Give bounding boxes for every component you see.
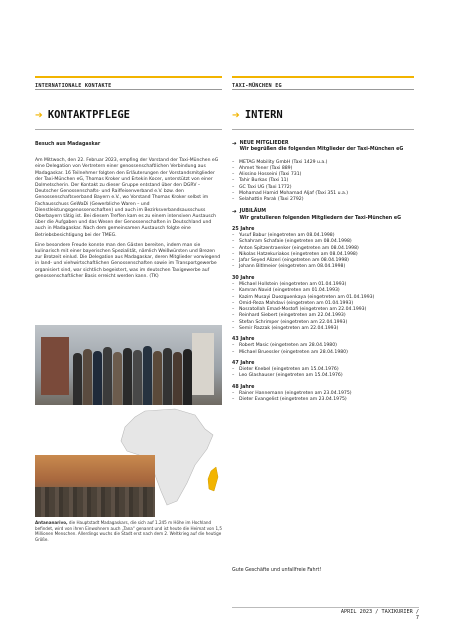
jubilee-title: JUBILÄUM (239, 209, 267, 215)
jubilee-subtitle: Wir gratulieren folgenden Mitgliedern der Taxi-München eG (239, 215, 402, 221)
photo-caption (35, 520, 222, 542)
section-label-text: INTERNATIONALE KONTAKTE (35, 83, 112, 89)
page-footer: APRIL 2023 / TAXIKURIER / 7 (340, 609, 419, 621)
jubilee-group-label: 43 Jahre (232, 337, 255, 343)
section-label-text: TAXI-MÜNCHEN EG (232, 83, 282, 89)
list-item: – Ahmet Yener (Taxi 889) (232, 165, 293, 171)
arrow-right-icon: ➔ (35, 107, 43, 123)
article-body-right (232, 141, 414, 403)
jubilee-group-label: 30 Jahre (232, 275, 255, 281)
new-members-subtitle: Wir begrüßen die folgenden Mitglieder der Taxi-München eG (239, 147, 404, 153)
article-body-left (35, 142, 222, 284)
section-label-left (35, 76, 222, 90)
city-skyline (35, 487, 155, 517)
jubilee-heading (232, 209, 414, 222)
arrow-right-icon: ➔ (232, 107, 240, 123)
list-item: – Dieter Evangelist (eingetreten am 23.04.1975) (232, 397, 347, 403)
title-divider (232, 129, 414, 130)
section-label-right (232, 76, 414, 90)
article-paragraph: Eine besondere Freude konnte man den Gästen bereiten, indem man sie kulinarisch mit einer bayerischen Spezialität, nämlich Weißwürsten und Brezen zur Brotzeit einlud. Die Delegation aus Madagaskar, deren Mitglieder vorwiegend in land- und viehwirtschaftlichen Genossenschaften sowie im Transportgewerbe organisiert sind, war sichtlich begeistert, was im deutschen Taxigewerbe auf genossenschaftlicher Basis erreicht werden kann. (TK) (35, 242, 221, 279)
caption-text: die Hauptstadt Madagaskars, die sich auf 1.245 m Höhe im Hochland befindet, wird von ihren Einwohnern auch „Tana“ genannt und ist heute die Heimat von 1,5 Millionen Menschen. Allerdings wuchs die Stadt erst nach dem 2. Weltkrieg auf die heutige Größe. (35, 520, 222, 542)
article-title-right (232, 105, 414, 125)
jubilee-groups (232, 227, 414, 403)
list-item: – Semir Razzak (eingetreten am 22.04.1993) (232, 325, 339, 331)
article-paragraph: Am Mittwoch, den 22. Februar 2023, empfing der Vorstand der Taxi-München eG eine Delegation von Vertretern einer genossenschaftlichen Verbindung aus Madagaskar. 16 Teilnehmer folgten den Erläuterungen der Vorstandsmitglieder der Taxi-München eG, Thomas Kroker und Ertekin Kocer, unterstützt von einer Dolmetscherin. Der Kontakt zu dieser Gruppe entstand über den DGRV – Deutscher Genossenschafts- und Raiffeisenverband e.V. bzw. den Genossenschaftsverband Bayern e.V., wo Vorstand Thomas Kroker selbst im Fachausschuss GeWaDi (Gewerbliche Waren – und Dienstleistungsgenossenschaften) und auch im Bezirksverbandsausschuss Oberbayern tätig ist. Bei diesem Treffen kam es zu einem intensiven Austausch über die Aufgaben und das Wesen der Genossenschaften in Deutschland und auch in Madagaskar. Nach dem gemeinsamen Austausch folgte eine Betriebsbesichtigung bei der TMEG. (35, 158, 219, 238)
list-item: – Jafar Seyed Alizeri (eingetreten am 08.04.1998) (232, 258, 349, 264)
list-item: – Dieter Knebel (eingetreten am 15.04.1976) (232, 367, 339, 373)
jubilee-group-label: 25 Jahre (232, 226, 255, 232)
list-item: – Johann Bitlmeier (eingetreten am 08.04.1998) (232, 264, 346, 270)
list-item: – Leo Glashauser (eingetreten am 15.04.1976) (232, 373, 343, 379)
article-title-text: INTERN (244, 109, 283, 121)
list-item: – Stefan Schrimper (eingetreten am 22.04.1993) (232, 319, 348, 325)
photo-banner (192, 333, 214, 395)
arrow-right-icon: ➔ (232, 141, 237, 147)
list-item: – Yusuf Babur (eingetreten am 08.04.1998) (232, 233, 335, 239)
list-item: – Nosratollah Emad-Mostofi (eingetreten am 22.04.1993) (232, 307, 367, 313)
list-item: – Robert Masic (eingetreten am 28.04.1980) (232, 343, 337, 349)
list-item: – Mohamad Hamid Mohamad Aljaf (Taxi 351 u.a.) (232, 190, 349, 196)
photo-banner (41, 337, 69, 395)
list-item: – Anton Spitzentraenker (eingetreten am 08.04.1998) (232, 245, 359, 251)
list-item: – Alissino Hosseini (Taxi 731) (232, 172, 302, 178)
footer-divider (232, 607, 419, 608)
list-item: – Reinhard Siebert (eingetreten am 22.04.1993) (232, 313, 346, 319)
list-item: – GC Taxi UG (Taxi 1772) (232, 184, 292, 190)
list-item: – Selahattin Paralı (Taxi 2792) (232, 197, 304, 203)
new-members-heading (232, 141, 414, 154)
list-item: – Schahram Schafaie (eingetreten am 08.04.1998) (232, 239, 352, 245)
antananarivo-photo (35, 455, 155, 517)
arrow-right-icon: ➔ (232, 209, 237, 216)
closing-text: Gute Geschäfte und unfallfreie Fahrt! (232, 568, 322, 573)
delegation-photo (35, 325, 222, 405)
new-members-list (232, 160, 414, 204)
list-item: – Kamran Navid (eingetreten am 01.04.1993) (232, 288, 340, 294)
list-item: – Rainer Hannemann (eingetreten am 23.04.1975) (232, 390, 352, 396)
list-item: – Kazim Musayi Duezguenkaya (eingetreten am 01.04.1993) (232, 294, 375, 300)
list-item: – Michael Hollstein (eingetreten am 01.04.1993) (232, 282, 347, 288)
list-item: – Omid-Reza Mahdavi (eingetreten am 01.04.1993) (232, 300, 354, 306)
list-item: – Nikolas Hatzekuriakos (eingetreten am 08.04.1998) (232, 251, 358, 257)
list-item: – Tahir Burkas (Taxi 11) (232, 178, 289, 184)
list-item: – METAG Mobility GmbH (Taxi 1429 u.a.) (232, 159, 328, 165)
caption-bold: Antananarivo, (35, 520, 68, 525)
jubilee-group-label: 47 Jahre (232, 360, 255, 366)
list-item: – Michael Bruessler (eingetreten am 28.04.1980) (232, 349, 348, 355)
article-title-text: KONTAKTPFLEGE (47, 109, 131, 121)
article-title-left (35, 105, 222, 125)
title-divider (35, 129, 222, 130)
new-members-title: NEUE MITGLIEDER (239, 141, 289, 146)
jubilee-group-label: 48 Jahre (232, 384, 255, 390)
article-subheading: Besuch aus Madagaskar (35, 142, 101, 147)
